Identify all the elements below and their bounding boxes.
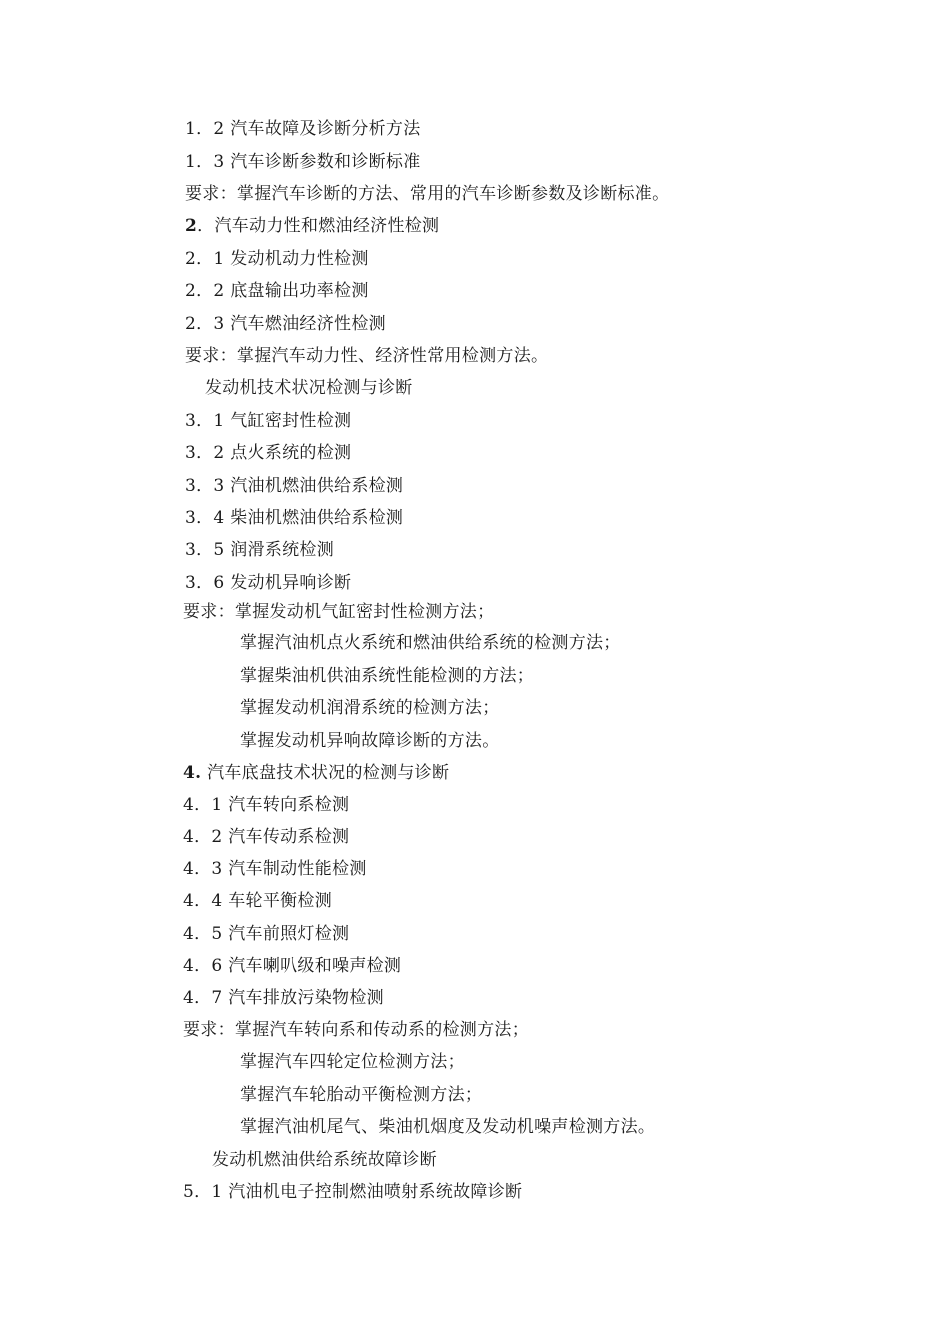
line-5-1: 5．1 汽油机电子控制燃油喷射系统故障诊断	[183, 1182, 523, 1202]
requirement-3: 要求：掌握发动机气缸密封性检测方法；	[183, 602, 495, 622]
line-4-4: 4．4 车轮平衡检测	[183, 891, 333, 911]
requirement-4-item: 掌握汽车轮胎动平衡检测方法；	[240, 1085, 483, 1105]
heading-section-5: 发动机燃油供给系统故障诊断	[212, 1150, 437, 1170]
requirement-4-item: 掌握汽车四轮定位检测方法；	[240, 1052, 465, 1072]
requirement-1: 要求：掌握汽车诊断的方法、常用的汽车诊断参数及诊断标准。	[185, 184, 670, 204]
heading-section-4	[183, 762, 449, 784]
line-2-1: 2．1 发动机动力性检测	[185, 249, 369, 269]
requirement-4: 要求：掌握汽车转向系和传动系的检测方法；	[183, 1020, 529, 1040]
line-2-2: 2．2 底盘输出功率检测	[185, 281, 369, 301]
line-4-3: 4．3 汽车制动性能检测	[183, 859, 367, 879]
line-2-3: 2．3 汽车燃油经济性检测	[185, 314, 386, 334]
heading-text: 汽车底盘技术状况的检测与诊断	[201, 763, 450, 783]
heading-number: 2	[185, 216, 198, 236]
heading-text: ．汽车动力性和燃油经济性检测	[197, 216, 440, 236]
requirement-3-item: 掌握汽油机点火系统和燃油供给系统的检测方法；	[240, 633, 621, 653]
requirement-3-item: 掌握发动机润滑系统的检测方法；	[240, 698, 500, 718]
line-3-2: 3．2 点火系统的检测	[185, 443, 352, 463]
line-4-2: 4．2 汽车传动系检测	[183, 827, 350, 847]
heading-number: 4.	[183, 763, 202, 783]
requirement-3-item: 掌握柴油机供油系统性能检测的方法；	[240, 666, 535, 686]
line-4-6: 4．6 汽车喇叭级和噪声检测	[183, 956, 402, 976]
requirement-4-item: 掌握汽油机尾气、柴油机烟度及发动机噪声检测方法。	[240, 1117, 656, 1137]
requirement-3-item: 掌握发动机异响故障诊断的方法。	[240, 731, 500, 751]
line-4-5: 4．5 汽车前照灯检测	[183, 924, 350, 944]
line-3-5: 3．5 润滑系统检测	[185, 540, 335, 560]
line-4-1: 4．1 汽车转向系检测	[183, 795, 350, 815]
line-3-6: 3．6 发动机异响诊断	[185, 573, 352, 593]
heading-section-3: 发动机技术状况检测与诊断	[205, 378, 413, 398]
heading-section-2	[185, 215, 439, 237]
line-4-7: 4．7 汽车排放污染物检测	[183, 988, 384, 1008]
line-3-1: 3．1 气缸密封性检测	[185, 411, 352, 431]
line-3-3: 3．3 汽油机燃油供给系检测	[185, 476, 404, 496]
line-3-4: 3．4 柴油机燃油供给系检测	[185, 508, 404, 528]
line-1-2: 1．2 汽车故障及诊断分析方法	[185, 119, 421, 139]
requirement-2: 要求：掌握汽车动力性、经济性常用检测方法。	[185, 346, 549, 366]
line-1-3: 1．3 汽车诊断参数和诊断标准	[185, 152, 421, 172]
